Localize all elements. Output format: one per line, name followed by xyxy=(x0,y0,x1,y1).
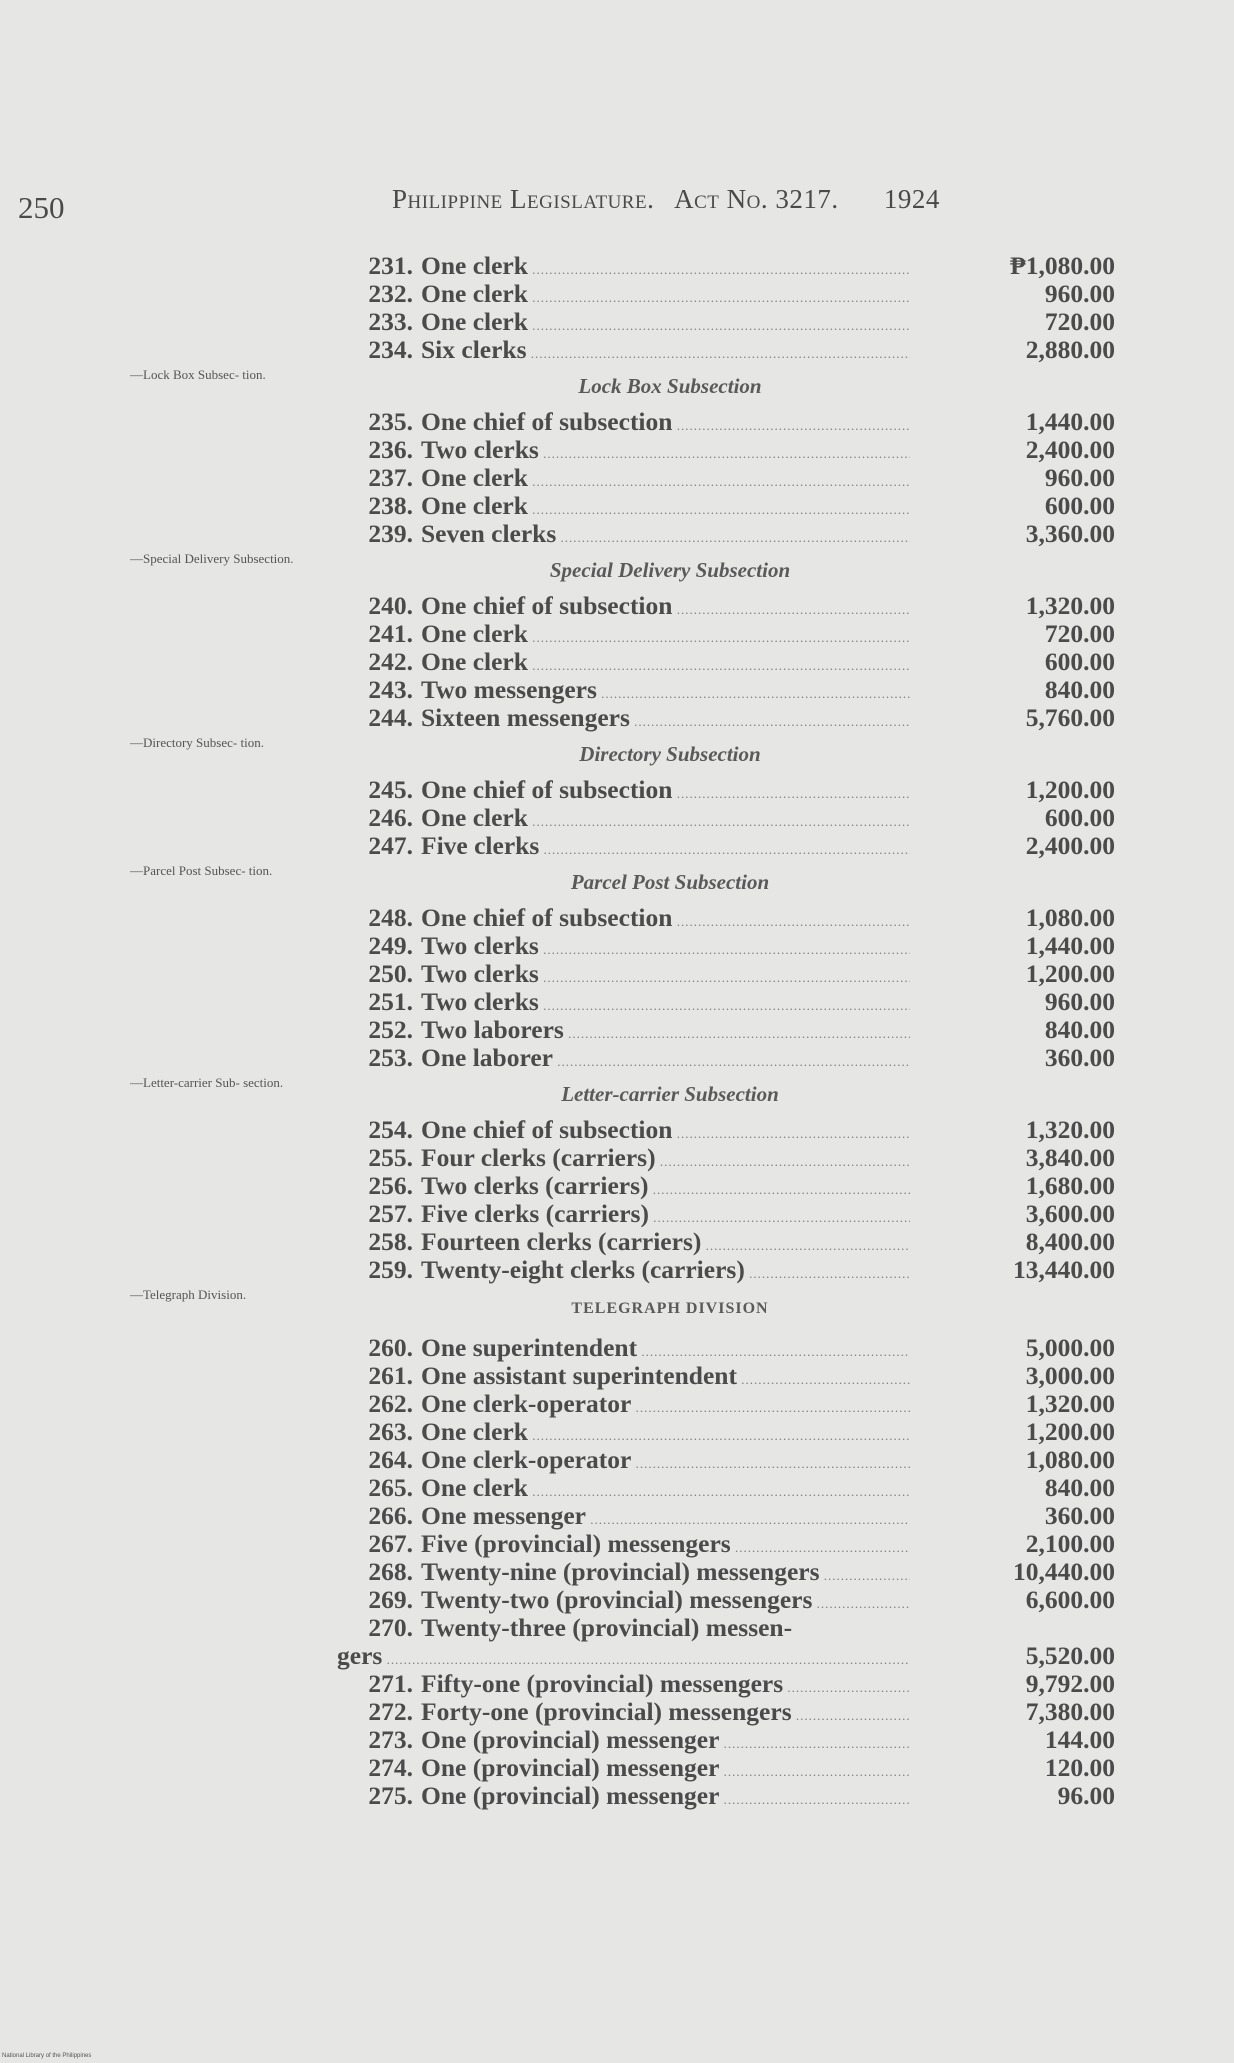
item-number: 244. xyxy=(368,703,413,732)
item-description: Seven clerks ..... xyxy=(421,520,910,552)
item-description: Two clerks (carriers) ..... xyxy=(421,1172,910,1204)
line-item xyxy=(355,932,1115,960)
line-item xyxy=(355,1418,1115,1446)
item-number: 249. xyxy=(368,931,413,960)
item-number: 234. xyxy=(368,335,413,364)
line-item xyxy=(355,1390,1115,1418)
item-number: 250. xyxy=(368,959,413,988)
item-number: 231. xyxy=(368,251,413,280)
item-description: Five (provincial) messengers ..... xyxy=(421,1530,910,1562)
item-number: 239. xyxy=(368,519,413,548)
line-item xyxy=(355,520,1115,548)
item-amount: 3,840.00 xyxy=(1025,1143,1115,1172)
line-item xyxy=(355,1228,1115,1256)
item-description: One clerk ..... xyxy=(421,252,910,284)
item-description: Six clerks ..... xyxy=(421,336,910,368)
side-note: —Telegraph Division. xyxy=(130,1287,247,1302)
item-description: One clerk ..... xyxy=(421,308,910,340)
item-description: One (provincial) messenger ..... xyxy=(421,1782,910,1814)
item-description: Fourteen clerks (carriers) ..... xyxy=(421,1228,910,1260)
item-description: One clerk-operator ..... xyxy=(421,1390,910,1422)
item-number: 267. xyxy=(368,1529,413,1558)
side-note: —Parcel Post Subsec- tion. xyxy=(130,863,273,878)
item-number: 261. xyxy=(368,1361,413,1390)
item-amount: 960.00 xyxy=(1044,987,1115,1016)
item-number: 233. xyxy=(368,307,413,336)
item-amount: 1,440.00 xyxy=(1025,931,1115,960)
item-number: 238. xyxy=(368,491,413,520)
header-title: Philippine Legislature. xyxy=(392,184,655,214)
line-item xyxy=(355,1200,1115,1228)
item-number: 246. xyxy=(368,803,413,832)
item-number: 274. xyxy=(368,1753,413,1782)
item-number: 255. xyxy=(368,1143,413,1172)
item-description: One (provincial) messenger ..... xyxy=(421,1726,910,1758)
item-description: One clerk ..... xyxy=(421,464,910,496)
item-number: 266. xyxy=(368,1501,413,1530)
item-description: One chief of subsection ..... xyxy=(421,904,910,936)
item-number: 270. xyxy=(368,1613,413,1642)
line-item xyxy=(355,464,1115,492)
section-heading: Lock Box Subsection xyxy=(578,374,762,398)
item-description: Four clerks (carriers) ..... xyxy=(421,1144,910,1176)
line-item xyxy=(355,592,1115,620)
item-number: 235. xyxy=(368,407,413,436)
line-item xyxy=(355,1446,1115,1474)
item-description: One messenger ..... xyxy=(421,1502,910,1534)
item-description: Two clerks ..... xyxy=(421,932,910,964)
line-item xyxy=(355,1256,1115,1284)
item-description: One chief of subsection ..... xyxy=(421,408,910,440)
item-description: Two laborers ..... xyxy=(421,1016,910,1048)
line-item xyxy=(355,1782,1115,1810)
line-item xyxy=(355,1044,1115,1072)
item-description: One clerk ..... xyxy=(421,648,910,680)
item-amount: 1,200.00 xyxy=(1025,1417,1115,1446)
item-number: 257. xyxy=(368,1199,413,1228)
item-description: Two messengers ..... xyxy=(421,676,910,708)
item-amount: 96.00 xyxy=(1057,1781,1115,1810)
item-amount: 9,792.00 xyxy=(1025,1669,1115,1698)
item-description: One clerk ..... xyxy=(421,1418,910,1450)
section-heading: Letter-carrier Subsection xyxy=(561,1082,779,1106)
item-amount: 13,440.00 xyxy=(1013,1255,1115,1284)
item-number: 240. xyxy=(368,591,413,620)
line-item xyxy=(355,988,1115,1016)
item-amount: 120.00 xyxy=(1044,1753,1115,1782)
item-number: 269. xyxy=(368,1585,413,1614)
item-description: Two clerks ..... xyxy=(421,988,910,1020)
line-item xyxy=(355,1172,1115,1200)
line-item xyxy=(355,1016,1115,1044)
item-description: One clerk ..... xyxy=(421,492,910,524)
appropriation-list xyxy=(337,251,1115,1810)
line-item xyxy=(355,436,1115,464)
item-description: One superintendent ..... xyxy=(421,1334,910,1366)
item-number: 245. xyxy=(368,775,413,804)
scan-credit: National Library of the Philippines xyxy=(2,2053,92,2059)
item-description: One clerk ..... xyxy=(421,620,910,652)
item-amount: 1,080.00 xyxy=(1025,1445,1115,1474)
item-number: 271. xyxy=(368,1669,413,1698)
line-item xyxy=(355,648,1115,676)
item-number: 268. xyxy=(368,1557,413,1586)
item-description: Five clerks (carriers) ..... xyxy=(421,1200,910,1232)
line-item xyxy=(355,1754,1115,1782)
side-note: —Lock Box Subsec- tion. xyxy=(130,367,266,382)
item-number: 259. xyxy=(368,1255,413,1284)
line-item xyxy=(355,804,1115,832)
item-number: 263. xyxy=(368,1417,413,1446)
item-amount: 8,400.00 xyxy=(1025,1227,1115,1256)
item-description: gers ..... xyxy=(337,1642,910,1674)
item-amount: 2,880.00 xyxy=(1025,335,1115,364)
line-item xyxy=(355,704,1115,732)
item-description: Fifty-one (provincial) messengers ..... xyxy=(421,1670,910,1702)
header-year: 1924 xyxy=(883,184,940,214)
line-item xyxy=(355,1726,1115,1754)
section-heading: Special Delivery Subsection xyxy=(549,558,791,582)
item-number: 241. xyxy=(368,619,413,648)
item-amount: 1,680.00 xyxy=(1025,1171,1115,1200)
item-amount: 5,520.00 xyxy=(1025,1641,1115,1670)
line-item xyxy=(355,1334,1115,1362)
line-item xyxy=(355,1530,1115,1558)
item-amount: 3,360.00 xyxy=(1025,519,1115,548)
item-number: 252. xyxy=(368,1015,413,1044)
item-description: One chief of subsection ..... xyxy=(421,776,910,808)
item-amount: ₱1,080.00 xyxy=(1010,251,1115,280)
item-number: 260. xyxy=(368,1333,413,1362)
line-item xyxy=(355,308,1115,336)
item-amount: 360.00 xyxy=(1044,1501,1115,1530)
line-item xyxy=(355,1558,1115,1586)
item-description: Twenty-eight clerks (carriers) ..... xyxy=(421,1256,910,1288)
header-act: Act No. 3217. xyxy=(674,184,839,214)
item-description: Five clerks ..... xyxy=(421,832,910,864)
item-amount: 1,320.00 xyxy=(1025,1389,1115,1418)
side-note: —Directory Subsec- tion. xyxy=(130,735,264,750)
item-number: 243. xyxy=(368,675,413,704)
item-number: 258. xyxy=(368,1227,413,1256)
item-amount: 960.00 xyxy=(1044,279,1115,308)
line-item xyxy=(355,904,1115,932)
item-description: Twenty-two (provincial) messengers ..... xyxy=(421,1586,910,1618)
item-number: 232. xyxy=(368,279,413,308)
item-number: 236. xyxy=(368,435,413,464)
line-item xyxy=(337,1641,1115,1670)
page-number: 250 xyxy=(18,190,65,225)
item-description: One laborer ..... xyxy=(421,1044,910,1076)
item-description: One clerk ..... xyxy=(421,804,910,836)
line-item xyxy=(355,336,1115,364)
item-amount: 10,440.00 xyxy=(1013,1557,1115,1586)
item-amount: 5,760.00 xyxy=(1025,703,1115,732)
line-item xyxy=(355,1698,1115,1726)
item-amount: 2,100.00 xyxy=(1025,1529,1115,1558)
item-amount: 2,400.00 xyxy=(1025,831,1115,860)
item-amount: 1,200.00 xyxy=(1025,775,1115,804)
item-amount: 1,080.00 xyxy=(1025,903,1115,932)
item-number: 272. xyxy=(368,1697,413,1726)
item-number: 253. xyxy=(368,1043,413,1072)
item-description: One clerk-operator ..... xyxy=(421,1446,910,1478)
line-item xyxy=(355,492,1115,520)
item-amount: 840.00 xyxy=(1044,1473,1115,1502)
section-heading: TELEGRAPH DIVISION xyxy=(571,1300,769,1317)
item-description: One (provincial) messenger ..... xyxy=(421,1754,910,1786)
side-note: —Letter-carrier Sub- section. xyxy=(130,1075,284,1090)
item-amount: 3,000.00 xyxy=(1025,1361,1115,1390)
running-header xyxy=(392,184,954,215)
line-item xyxy=(355,1670,1115,1698)
item-number: 262. xyxy=(368,1389,413,1418)
line-item xyxy=(355,1144,1115,1172)
section-heading: Parcel Post Subsection xyxy=(570,870,770,894)
item-amount: 840.00 xyxy=(1044,1015,1115,1044)
line-item xyxy=(355,1362,1115,1390)
item-description: Forty-one (provincial) messengers ..... xyxy=(421,1698,910,1730)
line-item xyxy=(355,1116,1115,1144)
item-number: 275. xyxy=(368,1781,413,1810)
item-amount: 5,000.00 xyxy=(1025,1333,1115,1362)
item-description: Twenty-nine (provincial) messengers ..... xyxy=(421,1558,910,1590)
line-item xyxy=(355,252,1115,280)
item-description: One chief of subsection ..... xyxy=(421,592,910,624)
item-description: Two clerks ..... xyxy=(421,960,910,992)
line-item xyxy=(355,408,1115,436)
item-description: One chief of subsection ..... xyxy=(421,1116,910,1148)
line-item xyxy=(355,280,1115,308)
side-note: —Special Delivery Subsection. xyxy=(130,551,294,566)
item-number: 254. xyxy=(368,1115,413,1144)
line-item xyxy=(355,1586,1115,1614)
item-amount: 6,600.00 xyxy=(1025,1585,1115,1614)
line-item xyxy=(355,1614,1115,1642)
item-number: 251. xyxy=(368,987,413,1016)
item-amount: 7,380.00 xyxy=(1025,1697,1115,1726)
item-amount: 720.00 xyxy=(1044,307,1115,336)
item-amount: 600.00 xyxy=(1044,803,1115,832)
item-amount: 960.00 xyxy=(1044,463,1115,492)
section-heading: Directory Subsection xyxy=(579,742,761,766)
item-number: 242. xyxy=(368,647,413,676)
line-item xyxy=(355,832,1115,860)
item-amount: 360.00 xyxy=(1044,1043,1115,1072)
item-number: 265. xyxy=(368,1473,413,1502)
item-amount: 840.00 xyxy=(1044,675,1115,704)
item-description: Sixteen messengers ..... xyxy=(421,704,910,736)
line-item xyxy=(355,776,1115,804)
line-item xyxy=(355,1502,1115,1530)
line-item xyxy=(355,960,1115,988)
item-amount: 600.00 xyxy=(1044,647,1115,676)
item-description: One clerk ..... xyxy=(421,1474,910,1506)
item-amount: 720.00 xyxy=(1044,619,1115,648)
item-amount: 600.00 xyxy=(1044,491,1115,520)
item-number: 247. xyxy=(368,831,413,860)
item-description: Two clerks ..... xyxy=(421,436,910,468)
item-number: 264. xyxy=(368,1445,413,1474)
item-amount: 1,440.00 xyxy=(1025,407,1115,436)
item-description: One assistant superintendent ..... xyxy=(421,1362,910,1394)
item-number: 256. xyxy=(368,1171,413,1200)
item-amount: 3,600.00 xyxy=(1025,1199,1115,1228)
item-amount: 1,200.00 xyxy=(1025,959,1115,988)
item-description: Twenty-three (provincial) messen- xyxy=(421,1614,793,1642)
line-item xyxy=(355,676,1115,704)
item-number: 237. xyxy=(368,463,413,492)
item-amount: 144.00 xyxy=(1044,1725,1115,1754)
item-amount: 1,320.00 xyxy=(1025,591,1115,620)
line-item xyxy=(355,1474,1115,1502)
line-item xyxy=(355,620,1115,648)
item-amount: 2,400.00 xyxy=(1025,435,1115,464)
item-number: 248. xyxy=(368,903,413,932)
item-amount: 1,320.00 xyxy=(1025,1115,1115,1144)
item-number: 273. xyxy=(368,1725,413,1754)
item-description: One clerk ..... xyxy=(421,280,910,312)
